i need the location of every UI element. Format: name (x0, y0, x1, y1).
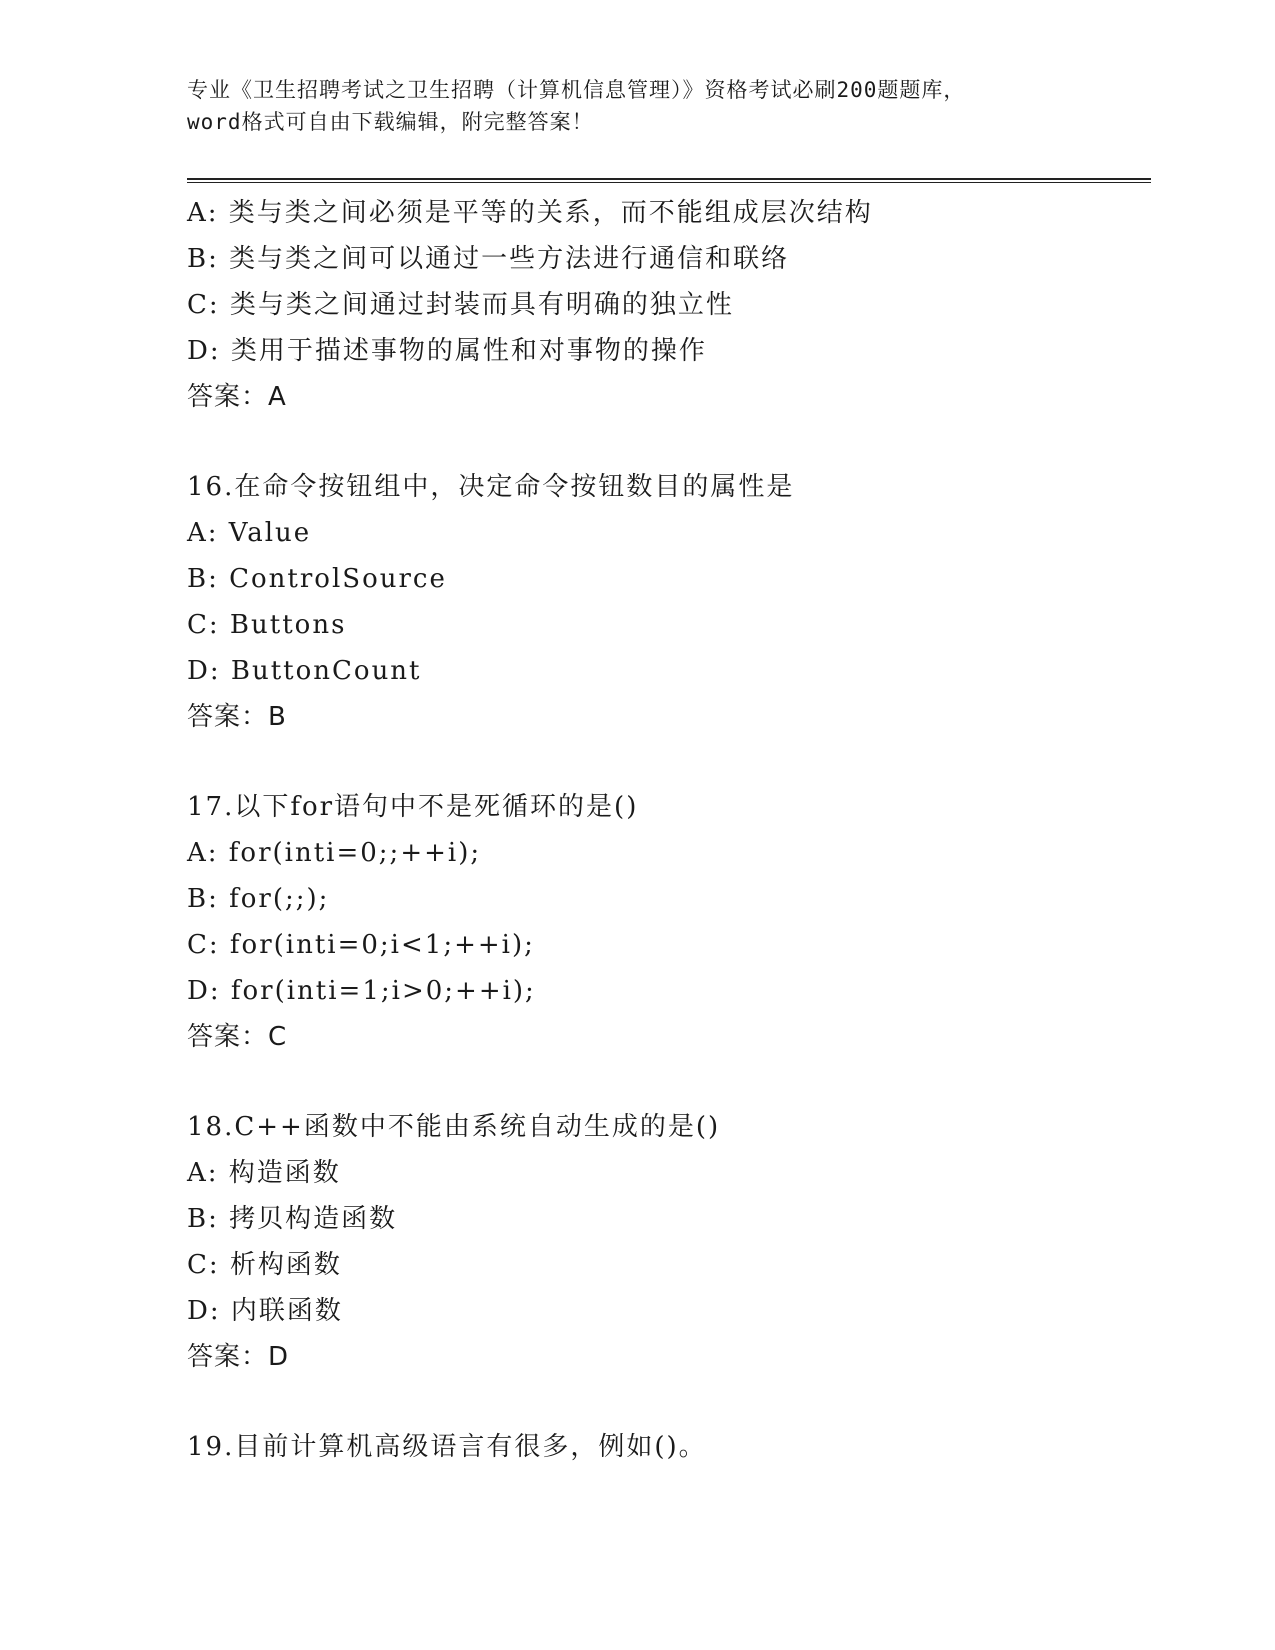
answer-line: 答案：D (187, 1342, 290, 1372)
option-d: D: ButtonCount (187, 656, 422, 686)
option-c: C: 类与类之间通过封装而具有明确的独立性 (187, 290, 734, 320)
answer-line: 答案：A (187, 382, 287, 412)
question-list (187, 190, 1147, 1470)
option-a: A: 类与类之间必须是平等的关系，而不能组成层次结构 (187, 198, 873, 228)
option-b: B: ControlSource (187, 564, 447, 594)
question-16 (187, 464, 1147, 740)
option-a: A: 构造函数 (187, 1158, 341, 1188)
header-divider (187, 178, 1151, 183)
option-b: B: 拷贝构造函数 (187, 1204, 398, 1234)
question-19 (187, 1424, 1147, 1470)
question-17 (187, 784, 1147, 1060)
option-c: C: 析构函数 (187, 1250, 342, 1280)
question-text: 16.在命令按钮组中，决定命令按钮数目的属性是 (187, 472, 795, 502)
header-line-2: word格式可自由下载编辑，附完整答案！ (187, 110, 594, 134)
question-text: 18.C++函数中不能由系统自动生成的是() (187, 1112, 721, 1142)
question-text: 17.以下for语句中不是死循环的是() (187, 792, 639, 822)
option-a: A: for(inti=0;;++i); (187, 838, 482, 868)
option-d: D: 类用于描述事物的属性和对事物的操作 (187, 336, 707, 366)
answer-line: 答案：C (187, 1022, 288, 1052)
question-18 (187, 1104, 1147, 1380)
option-b: B: 类与类之间可以通过一些方法进行通信和联络 (187, 244, 790, 274)
option-c: C: for(inti=0;i<1;++i); (187, 930, 535, 960)
option-d: D: for(inti=1;i>0;++i); (187, 976, 536, 1006)
header-line-1: 专业《卫生招聘考试之卫生招聘（计算机信息管理）》资格考试必刷200题题库， (187, 78, 966, 102)
question-15 (187, 190, 1147, 420)
option-c: C: Buttons (187, 610, 347, 640)
answer-line: 答案：B (187, 702, 287, 732)
option-a: A: Value (187, 518, 312, 548)
question-text: 19.目前计算机高级语言有很多，例如()。 (187, 1432, 707, 1462)
document-header (187, 74, 1087, 138)
option-d: D: 内联函数 (187, 1296, 343, 1326)
option-b: B: for(;;); (187, 884, 330, 914)
